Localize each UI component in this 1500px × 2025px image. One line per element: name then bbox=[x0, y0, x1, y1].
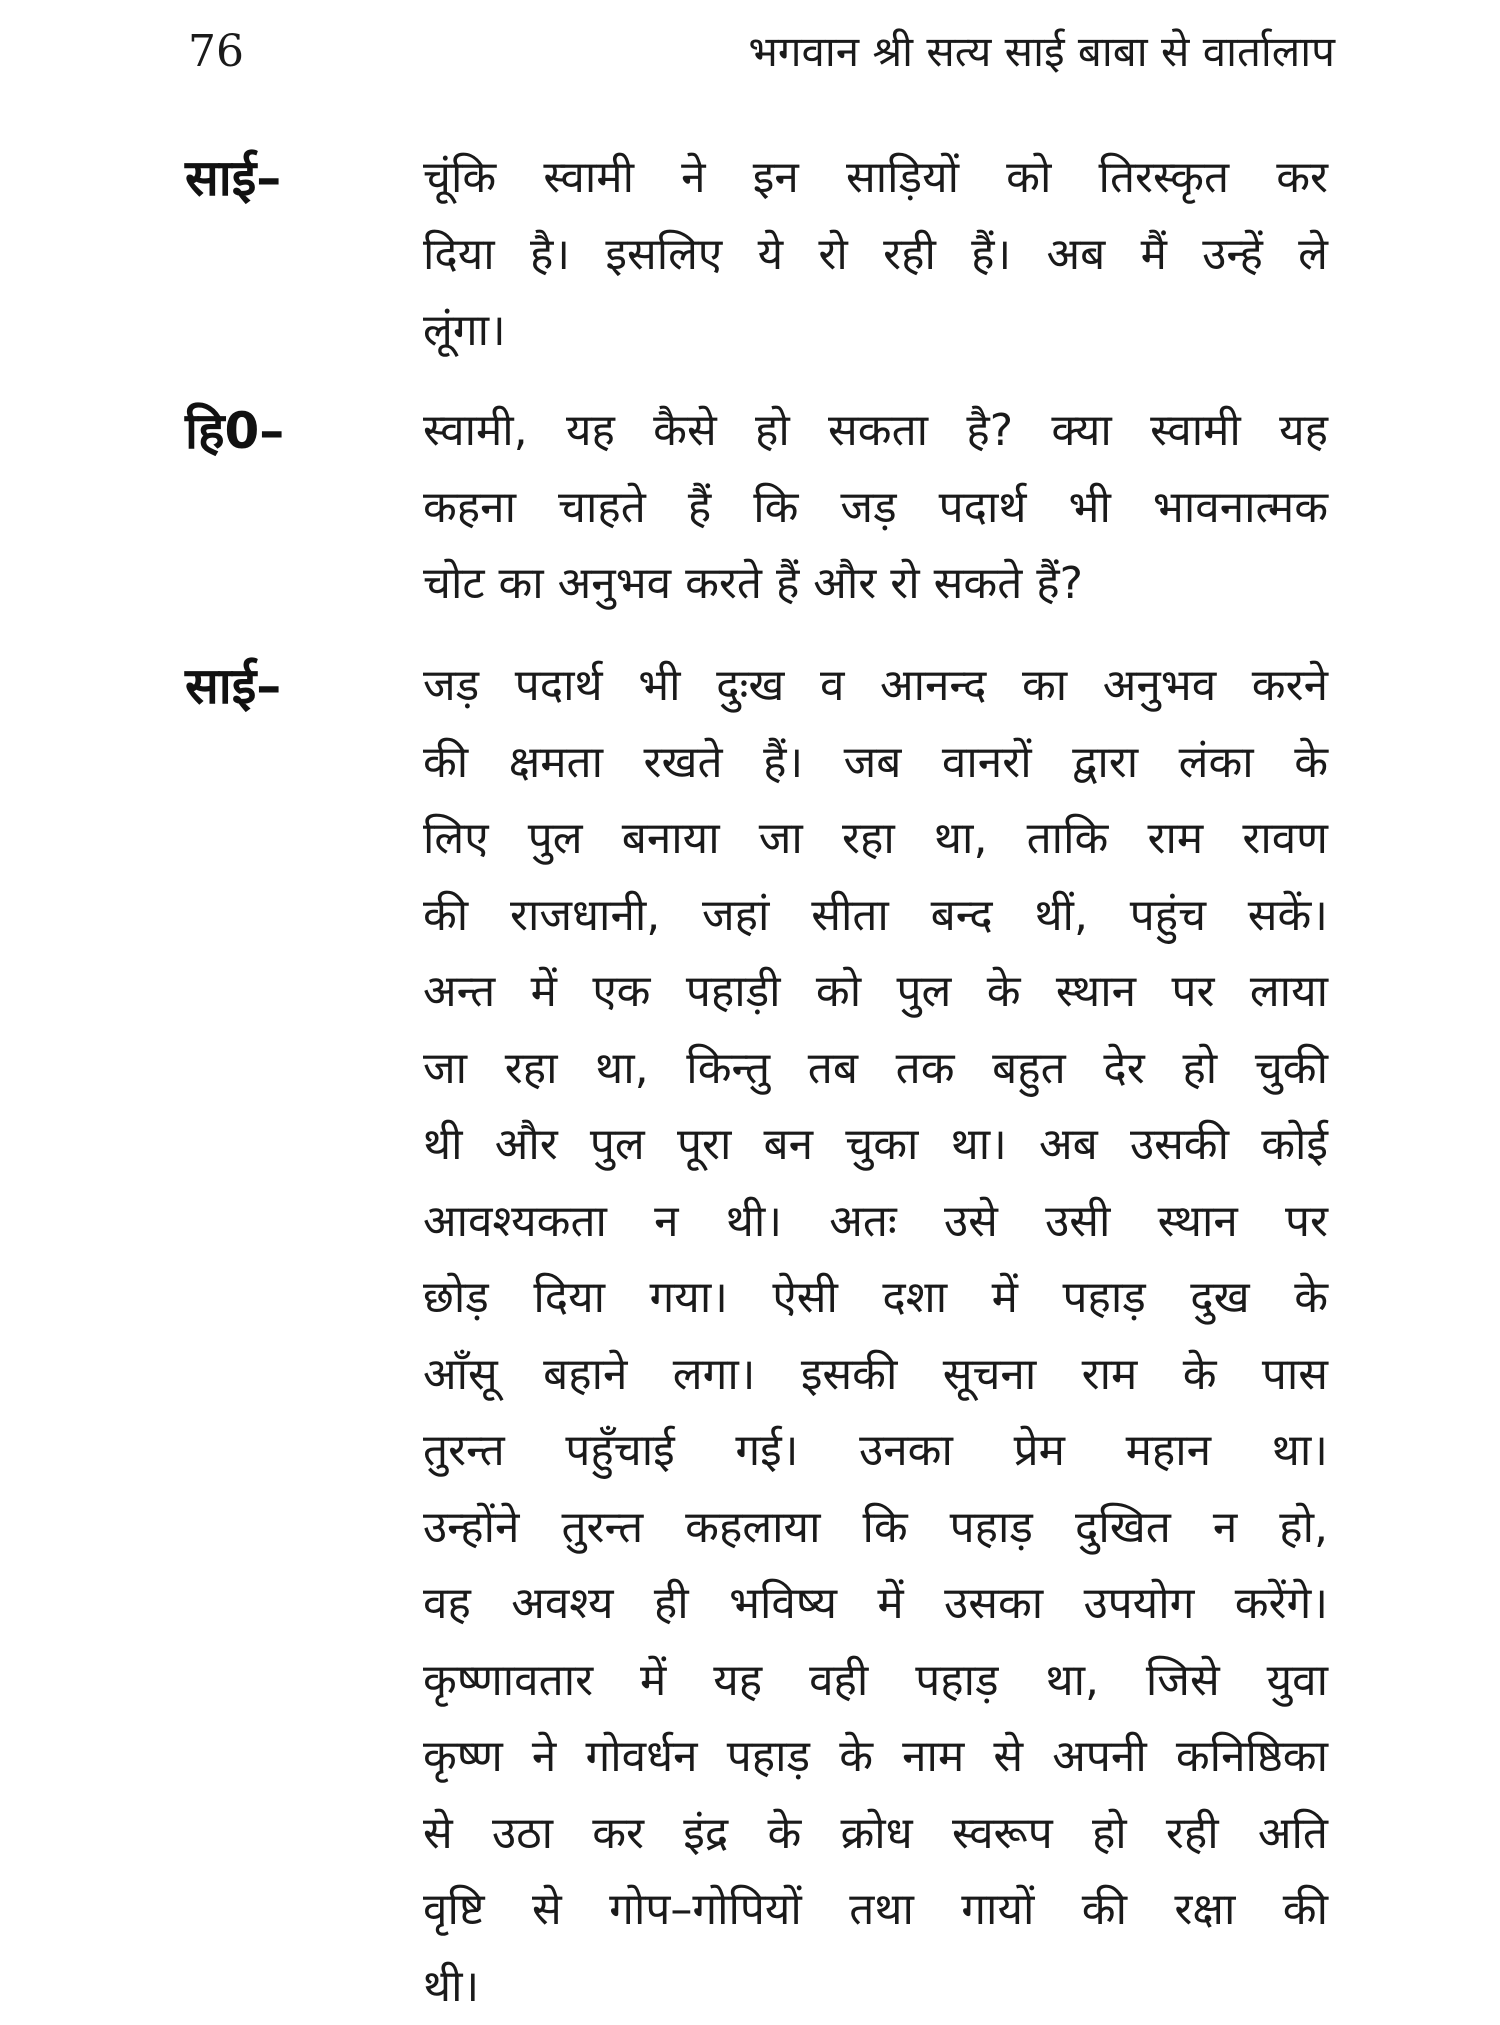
text-line: आवश्यकता न थी। अतः उसे उसी स्थान पर bbox=[423, 1184, 1328, 1261]
text-line: वह अवश्य ही भविष्य में उसका उपयोग करेंगे। bbox=[423, 1566, 1328, 1643]
text-line: जड़ पदार्थ भी दुःख व आनन्द का अनुभव करने bbox=[423, 648, 1328, 725]
text-line: जा रहा था, किन्तु तब तक बहुत देर हो चुकी bbox=[423, 1031, 1328, 1108]
text-line: चूंकि स्वामी ने इन साड़ियों को तिरस्कृत कर bbox=[423, 140, 1328, 217]
text-line: तुरन्त पहुँचाई गई। उनका प्रेम महान था। bbox=[423, 1413, 1328, 1490]
text-line: छोड़ दिया गया। ऐसी दशा में पहाड़ दुख के bbox=[423, 1260, 1328, 1337]
text-line: वृष्टि से गोप–गोपियों तथा गायों की रक्षा की bbox=[423, 1872, 1328, 1949]
page-number: 76 bbox=[188, 22, 244, 82]
text-line: लिए पुल बनाया जा रहा था, ताकि राम रावण bbox=[423, 801, 1328, 878]
speech-paragraph bbox=[423, 140, 1328, 370]
text-line: कृष्णावतार में यह वही पहाड़ था, जिसे युवा bbox=[423, 1643, 1328, 1720]
text-line: अन्त में एक पहाड़ी को पुल के स्थान पर लाया bbox=[423, 954, 1328, 1031]
speaker-label: साई– bbox=[185, 648, 281, 724]
text-line: दिया है। इसलिए ये रो रही हैं। अब मैं उन्हें ले bbox=[423, 217, 1328, 294]
text-line: थी और पुल पूरा बन चुका था। अब उसकी कोई bbox=[423, 1107, 1328, 1184]
text-line: लूंगा। bbox=[423, 293, 1328, 370]
speaker-label: हि0– bbox=[185, 393, 284, 469]
text-line: से उठा कर इंद्र के क्रोध स्वरूप हो रही अति bbox=[423, 1796, 1328, 1873]
text-line: की राजधानी, जहां सीता बन्द थीं, पहुंच सकें। bbox=[423, 878, 1328, 955]
text-line: चोट का अनुभव करते हैं और रो सकते हैं? bbox=[423, 546, 1328, 623]
speech-paragraph bbox=[423, 648, 1328, 2025]
speech-paragraph bbox=[423, 393, 1328, 623]
running-title: भगवान श्री सत्य साई बाबा से वार्तालाप bbox=[560, 22, 1335, 82]
text-line: आँसू बहाने लगा। इसकी सूचना राम के पास bbox=[423, 1337, 1328, 1414]
text-line: थी। bbox=[423, 1949, 1328, 2025]
text-line: की क्षमता रखते हैं। जब वानरों द्वारा लंका के bbox=[423, 725, 1328, 802]
text-line: कृष्ण ने गोवर्धन पहाड़ के नाम से अपनी कनिष्ठिका bbox=[423, 1719, 1328, 1796]
text-line: स्वामी, यह कैसे हो सकता है? क्या स्वामी यह bbox=[423, 393, 1328, 470]
text-line: कहना चाहते हैं कि जड़ पदार्थ भी भावनात्मक bbox=[423, 470, 1328, 547]
speaker-label: साई– bbox=[185, 140, 281, 216]
text-line: उन्होंने तुरन्त कहलाया कि पहाड़ दुखित न हो, bbox=[423, 1490, 1328, 1567]
